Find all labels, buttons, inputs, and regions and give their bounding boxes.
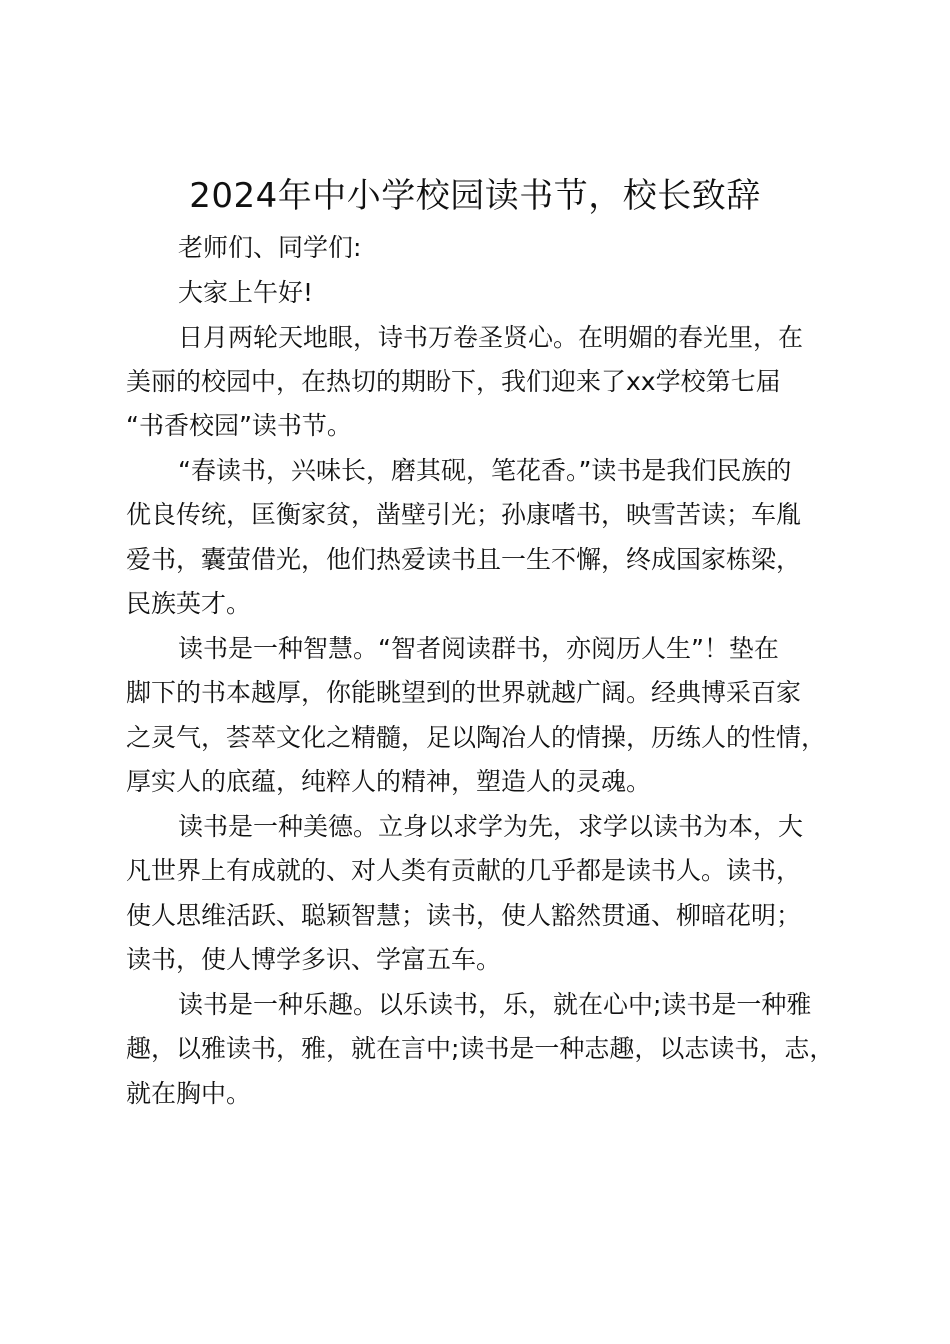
paragraph-line: 美丽的校园中，在热切的期盼下，我们迎来了xx学校第七届 [126,367,781,396]
paragraph-line: 爱书，囊萤借光，他们热爱读书且一生不懈，终成国家栋梁， [126,545,802,574]
greeting-line: 大家上午好! [178,278,314,307]
paragraph-line: 凡世界上有成就的、对人类有贡献的几乎都是读书人。读书， [126,856,802,885]
document-title: 2024年中小学校园读书节，校长致辞 [189,176,761,216]
paragraph-line: 趣，以雅读书，雅，就在言中;读书是一种志趣，以志读书，志， [126,1034,835,1063]
paragraph-line: 脚下的书本越厚，你能眺望到的世界就越广阔。经典博采百家 [126,678,802,707]
paragraph-line: 就在胸中。 [126,1079,252,1108]
paragraph-line: 厚实人的底蕴，纯粹人的精神，塑造人的灵魂。 [126,767,652,796]
paragraph-line: 读书是一种智慧。“智者阅读群书，亦阅历人生”！垫在 [178,634,779,663]
paragraph-line: 之灵气，荟萃文化之精髓，足以陶冶人的情操，历练人的性情， [126,723,827,752]
paragraph-line: 读书是一种美德。立身以求学为先，求学以读书为本，大 [178,812,804,841]
paragraph-line: 优良传统，匡衡家贫，凿壁引光；孙康嗜书，映雪苦读；车胤 [126,500,802,529]
paragraph-line: “书香校园”读书节。 [126,411,352,440]
paragraph-line: “春读书，兴味长，磨其砚，笔花香。”读书是我们民族的 [178,456,792,485]
paragraph-line: 读书，使人博学多识、学富五车。 [126,945,502,974]
paragraph-line: 日月两轮天地眼，诗书万卷圣贤心。在明媚的春光里，在 [178,323,804,352]
greeting-line: 老师们、同学们: [178,233,362,262]
paragraph-line: 民族英才。 [126,589,252,618]
paragraph-line: 读书是一种乐趣。以乐读书，乐，就在心中;读书是一种雅 [178,990,812,1019]
paragraph-line: 使人思维活跃、聪颖智慧；读书，使人豁然贯通、柳暗花明； [126,901,802,930]
